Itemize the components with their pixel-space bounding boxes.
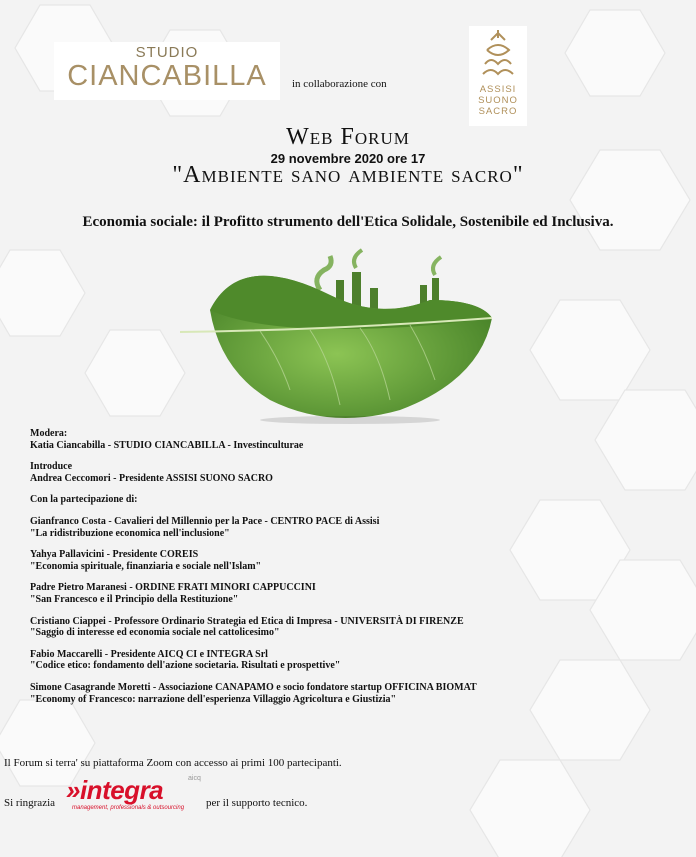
speaker-talk: "Saggio di interesse ed economia sociale nel cattolicesimo" [30, 627, 280, 639]
moderator-label: Modera: [30, 428, 68, 439]
collaboration-text: in collaborazione con [292, 78, 387, 90]
event-theme: Economia sociale: il Profitto strumento dell'Etica Solidale, Sostenibile ed Inclusiva. [82, 214, 614, 230]
logo-ciancabilla-text: CIANCABILLA [67, 60, 267, 92]
integra-logo-name: »integra [66, 775, 164, 805]
assisi-suono-sacro-logo [469, 26, 527, 126]
studio-ciancabilla-logo [54, 42, 280, 100]
participation-label: Con la partecipazione di: [30, 494, 138, 506]
speaker-item [30, 549, 670, 572]
platform-note: Il Forum si terra' su piattaforma Zoom con accesso ai primi 100 partecipanti. [4, 757, 342, 769]
speaker-name: Gianfranco Costa - Cavalieri del Millennio per la Pace - CENTRO PACE di Assisi [30, 515, 380, 527]
event-subtitle: "Ambiente sano ambiente sacro" [172, 162, 524, 188]
intro-label: Introduce [30, 461, 73, 473]
sacro-line: SACRO [478, 106, 518, 117]
integra-logo-tagline: management, professionals & outsourcing [72, 805, 185, 811]
speaker-talk: "Economy of Francesco: narrazione dell'esperienza Villaggio Agricoltura e Giustizia" [30, 693, 397, 705]
speaker-name: Fabio Maccarelli - Presidente AICQ CI e INTEGRA Srl [30, 648, 268, 660]
speaker-name: Padre Pietro Maranesi - ORDINE FRATI MINORI CAPPUCCINI [30, 582, 316, 594]
speaker-name: Simone Casagrande Moretti - Associazione CANAPAMO e socio fondatore startup OFFICINA BIOMAT [30, 681, 477, 693]
event-date: 29 novembre 2020 ore 17 [270, 151, 426, 166]
speaker-item [30, 682, 670, 705]
speaker-item [30, 516, 670, 539]
integra-logo [66, 775, 201, 815]
thanks-prefix: Si ringrazia [4, 797, 56, 809]
moderator-block [30, 428, 670, 451]
moderator-name: Katia Ciancabilla - STUDIO CIANCABILLA - Investinculturae [30, 439, 304, 451]
integra-logo-tag: aicq [188, 775, 201, 782]
speaker-item [30, 582, 670, 605]
speaker-name: Cristiano Ciappei - Professore Ordinario Strategia ed Etica di Impresa - UNIVERSITÀ DI FIRENZE [30, 615, 464, 627]
suono-line: SUONO [478, 95, 518, 106]
event-title: Web Forum [286, 124, 410, 150]
assisi-emblem-icon [469, 26, 527, 84]
speaker-talk: "La ridistribuzione economica nell'inclusione" [30, 527, 230, 539]
assisi-logo-text [469, 84, 527, 117]
speaker-name: Yahya Pallavicini - Presidente COREIS [30, 549, 199, 561]
intro-name: Andrea Ceccomori - Presidente ASSISI SUONO SACRO [30, 472, 273, 484]
speaker-item [30, 616, 670, 639]
speaker-talk: "Economia spirituale, finanziaria e sociale nell'Islam" [30, 560, 262, 572]
speaker-talk: "Codice etico: fondamento dell'azione societaria. Risultati e prospettive" [30, 660, 341, 672]
thanks-suffix: per il supporto tecnico. [206, 797, 308, 809]
intro-block [30, 461, 670, 484]
leaf-factory-icon [180, 240, 500, 425]
logo-studio-text: STUDIO [135, 44, 199, 61]
speaker-item [30, 649, 670, 672]
assisi-line: ASSISI [479, 84, 517, 95]
program-list [30, 428, 670, 715]
speaker-talk: "San Francesco e il Principio della Restituzione" [30, 593, 239, 605]
